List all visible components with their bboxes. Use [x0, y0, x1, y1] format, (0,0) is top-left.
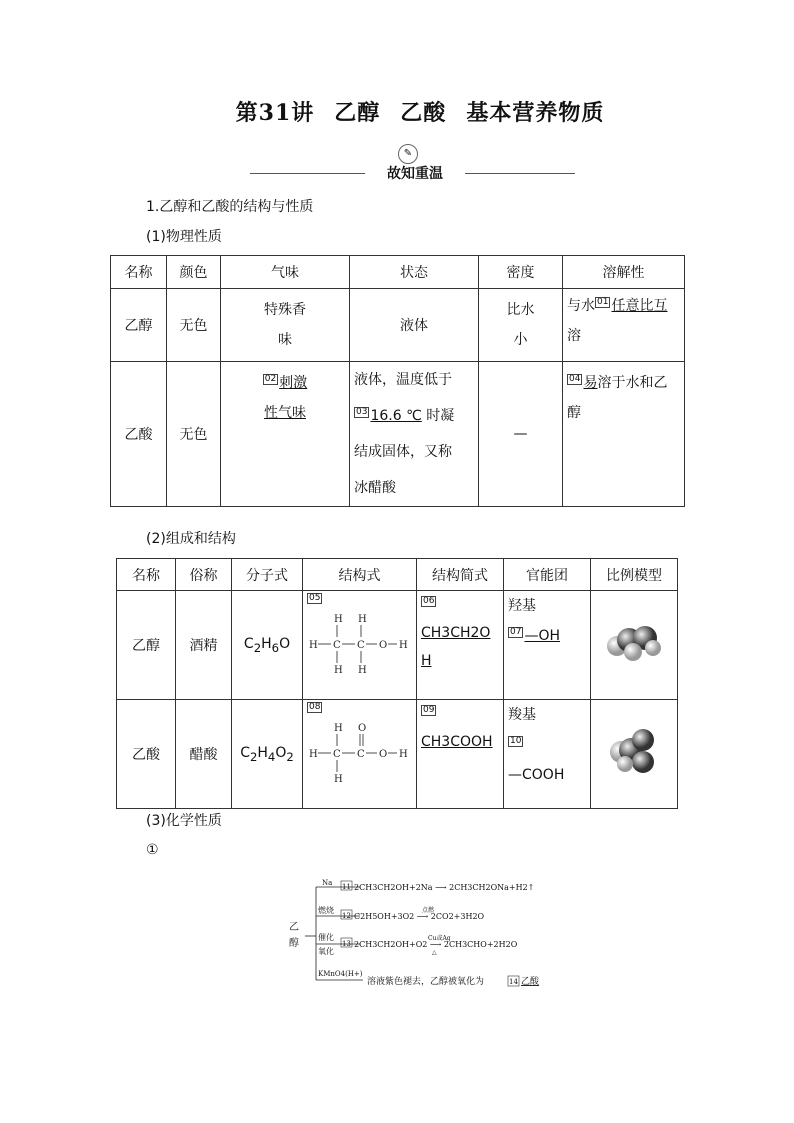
cell-model: [591, 591, 678, 700]
answer-text: 任意比互: [611, 298, 668, 314]
svg-text:H: H: [309, 748, 318, 760]
blank-number: 07: [510, 627, 522, 638]
cell-name: 乙酸: [111, 362, 167, 507]
answer-text: 易: [583, 375, 598, 391]
answer-text: —OH: [524, 628, 560, 644]
svg-text:H: H: [358, 664, 367, 676]
header-density: 密度: [479, 256, 563, 289]
svg-text:H: H: [334, 773, 343, 785]
group-name: 羧基: [508, 707, 536, 723]
svg-text:H: H: [399, 639, 408, 651]
svg-text:H: H: [334, 664, 343, 676]
blank-number: 04: [569, 374, 581, 385]
physical-properties-table: [110, 255, 685, 507]
blank-number: 10: [510, 736, 522, 747]
table-header-row: [111, 256, 685, 289]
blank-number: 13: [342, 940, 351, 948]
cell-density: [479, 289, 563, 362]
reaction-condition: △: [432, 949, 437, 956]
item-marker: ①: [146, 842, 159, 858]
cell-state: 液体: [350, 289, 479, 362]
svg-text:C: C: [333, 639, 341, 651]
cell-density: —: [479, 362, 563, 507]
blank-number: 12: [342, 912, 351, 920]
answer-text: —COOH: [508, 767, 565, 783]
diagram-subject: 乙: [289, 922, 299, 933]
svg-text:H: H: [309, 639, 318, 651]
svg-text:O: O: [379, 748, 388, 760]
heading-structure-properties: 1.乙醇和乙酸的结构与性质: [146, 199, 314, 215]
divider-line-left: [250, 173, 365, 174]
diagram-subject: 醇: [289, 938, 299, 949]
svg-text:C: C: [357, 748, 365, 760]
cell-name: 乙酸: [117, 700, 176, 809]
sol-post: 溶: [567, 328, 581, 344]
cell-smell: [221, 362, 350, 507]
state-post: 时凝: [426, 408, 455, 424]
section-divider: [250, 163, 575, 183]
answer-text: 性气味: [264, 405, 306, 421]
title-part-1: 乙醇: [334, 100, 381, 126]
reaction-condition: Cu或Ag: [428, 935, 451, 942]
answer-text: 乙酸: [521, 977, 540, 987]
blank-number: 03: [356, 407, 368, 418]
svg-text:O: O: [358, 722, 367, 734]
reaction-condition: 燃烧: [318, 906, 334, 915]
ethanol-model-icon: [603, 618, 665, 668]
header-formula: 分子式: [232, 559, 303, 591]
header-color: 颜色: [167, 256, 221, 289]
table-row: [117, 700, 678, 809]
header-name: 名称: [111, 256, 167, 289]
cell-name: 乙醇: [111, 289, 167, 362]
sol-post: 溶于水和乙醇: [567, 375, 668, 421]
blank-number: 01: [597, 297, 609, 308]
svg-text:C: C: [333, 748, 341, 760]
section-divider-label: 故知重温: [387, 166, 443, 182]
title-part-2: 乙酸: [400, 100, 447, 126]
lesson-number: 第31讲: [235, 100, 315, 126]
answer-text: 16.6 ℃: [370, 408, 422, 424]
density-text: 比水小: [506, 302, 535, 348]
subheading-chemical: (3)化学性质: [146, 813, 222, 829]
answer-text: CH3COOH: [421, 734, 493, 750]
sol-pre: 与水: [567, 298, 595, 314]
smell-text: 特殊香味: [264, 302, 306, 348]
cell-model: [591, 700, 678, 809]
cell-color: 无色: [167, 362, 221, 507]
composition-table: [116, 558, 678, 809]
page-title: [0, 96, 794, 127]
blank-number: 09: [423, 705, 435, 716]
state-post: 结成固体，又称: [354, 444, 452, 460]
reaction-condition: KMnO4(H+): [318, 970, 363, 978]
blank-number: 02: [264, 374, 277, 385]
table-row: [111, 362, 685, 507]
answer-text: CH3CH2O: [421, 625, 491, 641]
cell-functional-group: [504, 591, 591, 700]
svg-text:H: H: [358, 613, 367, 625]
reaction-condition: 点燃: [422, 907, 435, 914]
answer-text: H: [421, 653, 432, 669]
blank-number: 05: [309, 593, 321, 603]
header-model: 比例模型: [591, 559, 678, 591]
cell-formula: $C_2H_6O$: [232, 591, 303, 700]
section-badge-icon: ✎: [398, 144, 418, 164]
cell-color: 无色: [167, 289, 221, 362]
state-post: 冰醋酸: [354, 480, 396, 496]
cell-common: 醋酸: [176, 700, 232, 809]
table-header-row: [117, 559, 678, 591]
cell-formula: $C_2H_4O_2$: [232, 700, 303, 809]
group-name: 羟基: [508, 598, 536, 614]
acetic-structure-icon: [307, 719, 411, 795]
svg-text:H: H: [334, 613, 343, 625]
table-row: [111, 289, 685, 362]
reaction-result: 溶液紫色褪去，乙醇被氧化为: [367, 977, 485, 987]
blank-number: 06: [423, 596, 435, 607]
acetic-model-icon: [603, 724, 665, 780]
header-smell: 气味: [221, 256, 350, 289]
blank-number: 11: [342, 883, 351, 891]
svg-text:C: C: [357, 639, 365, 651]
header-structure: 结构式: [303, 559, 417, 591]
reaction-equation: 2CH3CH2OH+O2 ⟶ 2CH3CHO+2H2O: [354, 940, 518, 949]
cell-solubility: [563, 289, 685, 362]
blank-number: 14: [509, 978, 518, 986]
cell-state: [350, 362, 479, 507]
reaction-condition: Na: [322, 879, 333, 887]
table-row: [117, 591, 678, 700]
divider-line-right: [465, 173, 575, 174]
cell-name: 乙醇: [117, 591, 176, 700]
subheading-composition: (2)组成和结构: [146, 531, 236, 547]
cell-condensed: [417, 591, 504, 700]
header-state: 状态: [350, 256, 479, 289]
header-functional-group: 官能团: [504, 559, 591, 591]
cell-common: 酒精: [176, 591, 232, 700]
header-condensed: 结构简式: [417, 559, 504, 591]
cell-solubility: [563, 362, 685, 507]
header-common: 俗称: [176, 559, 232, 591]
blank-number: 08: [309, 702, 321, 712]
cell-smell: [221, 289, 350, 362]
ethanol-structure-icon: [307, 610, 411, 686]
cell-condensed: [417, 700, 504, 809]
header-name: 名称: [117, 559, 176, 591]
reaction-equation: 2CH3CH2OH+2Na ⟶ 2CH3CH2ONa+H2↑: [354, 883, 535, 892]
subheading-physical: (1)物理性质: [146, 229, 222, 245]
cell-structure: [303, 591, 417, 700]
svg-text:H: H: [399, 748, 408, 760]
reaction-condition: 氧化: [318, 947, 334, 956]
cell-functional-group: [504, 700, 591, 809]
header-solubility: 溶解性: [563, 256, 685, 289]
ethanol-reaction-diagram: [285, 878, 555, 993]
state-pre: 液体，温度低于: [354, 372, 452, 388]
title-part-3: 基本营养物质: [466, 100, 605, 126]
cell-structure: [303, 700, 417, 809]
answer-text: 刺激: [279, 375, 308, 391]
svg-text:H: H: [334, 722, 343, 734]
reaction-equation: C2H5OH+3O2 ⟶ 2CO2+3H2O: [354, 912, 485, 921]
reaction-condition: 催化: [318, 933, 334, 942]
svg-text:O: O: [379, 639, 388, 651]
